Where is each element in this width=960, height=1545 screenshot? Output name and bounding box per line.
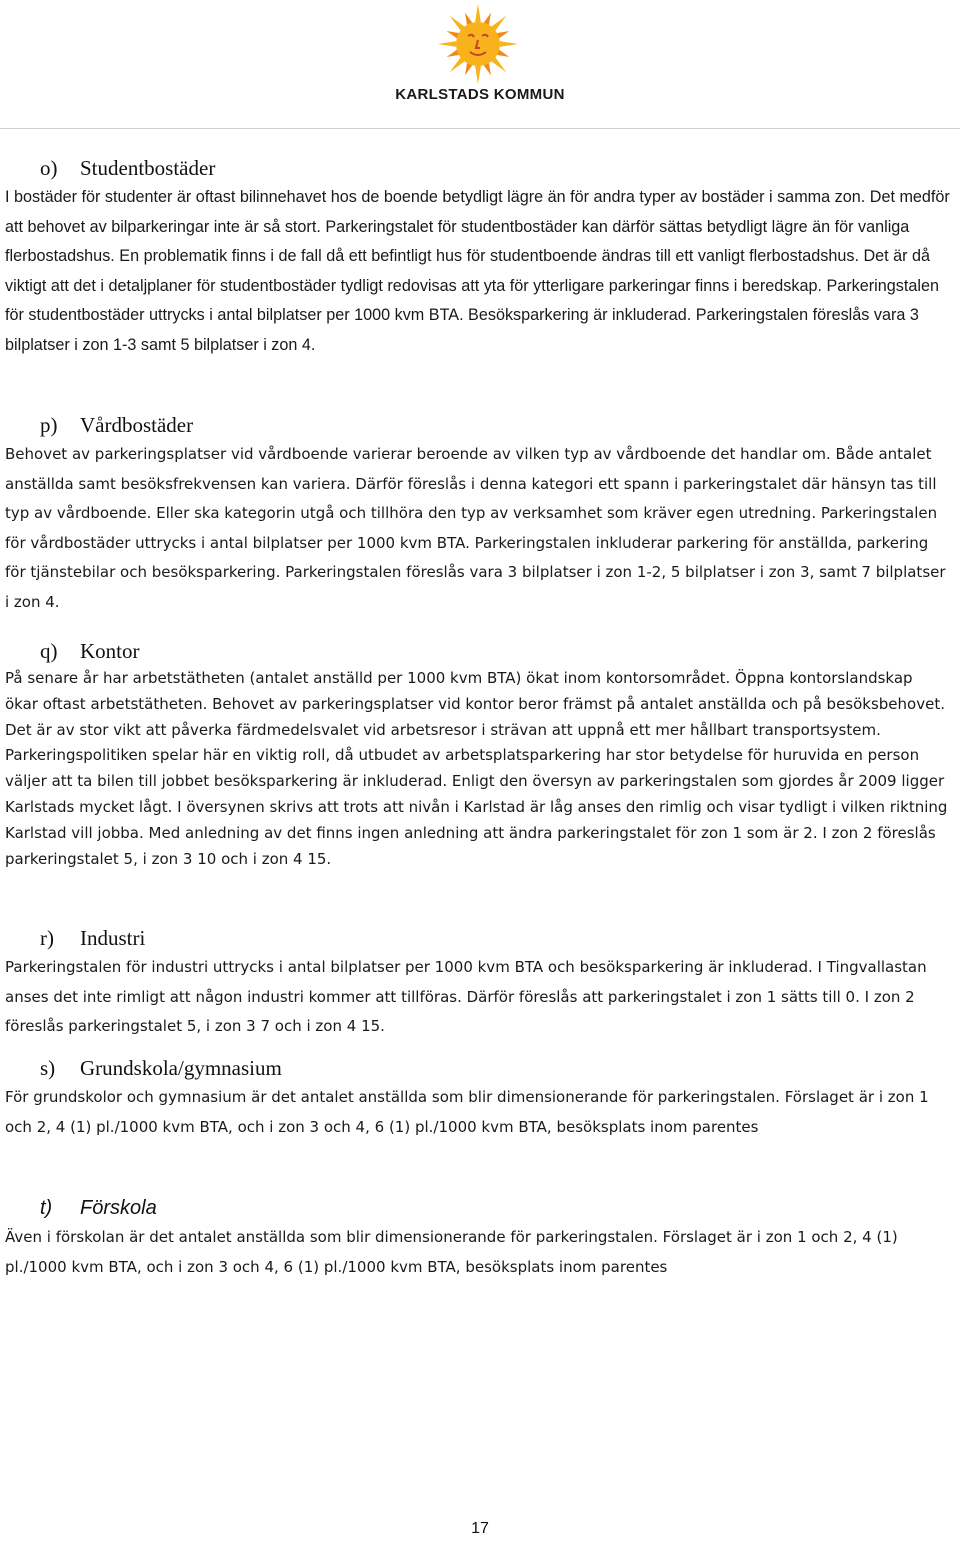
sun-ray (447, 50, 459, 57)
sun-ray (484, 13, 491, 25)
section-heading: r) Industri (40, 926, 146, 950)
sun-ray (450, 16, 465, 31)
section-grundskola (5, 1053, 950, 1142)
sun-ray (465, 63, 472, 75)
sun-ray (497, 50, 509, 57)
sun-ray (450, 57, 465, 72)
section-kontor (5, 636, 950, 872)
header-divider (0, 128, 960, 129)
section-paragraph: Även i förskolan är det antalet anställda som blir dimensionerande för parkeringstalen. Förslaget är i zon 1 och 2, 4 (1) pl./1000 kvm BTA, och i zon 3 och 4, 6 (1) pl./1000 kvm BTA, besöksplats inom parentes (5, 1228, 898, 1276)
section-heading: q) Kontor (40, 639, 140, 663)
sun-ray (491, 57, 506, 72)
sun-ray (475, 4, 481, 22)
section-heading: o) Studentbostäder (40, 156, 216, 180)
section-vardbostader (5, 410, 950, 617)
section-paragraph: I bostäder för studenter är oftast bilinnehavet hos de boende betydligt lägre än för andra typer av bostäder i samma zon. Det medför att behovet av bilparkeringar inte är så stort. Parkeringstalet för studentbostäder kan därför sättas betydligt lägre än för vanliga flerbostadshus. En problematik finns i de fall då ett befintligt hus för studentboende ändras till ett vanligt flerbostadshus. Det är då viktigt att det i detaljplaner för studentbostäder tydligt redovisas att yta för ytterligare parkeringar finns i beredskap. Parkeringstalen för studentbostäder uttrycks i antal bilplatser per 1000 kvm BTA. Besöksparkering är inkluderad. Parkeringstalen föreslås vara 3 bilplatser i zon 1-3 samt 5 bilplatser i zon 4. (5, 188, 950, 354)
page-header (0, 0, 960, 110)
sun-ray (491, 16, 506, 31)
section-forskola (5, 1193, 950, 1282)
section-heading: t) Förskola (40, 1197, 157, 1219)
sun-ray (484, 63, 491, 75)
sun-icon (428, 2, 528, 86)
section-paragraph: På senare år har arbetstätheten (antalet anställd per 1000 kvm BTA) ökat inom kontorsområdet. Öppna kontorslandskap ökar oftast arbetstätheten. Behovet av parkeringsplatser vid kontor beror främst på antalet anställda och på besöksbehovet. Det är av stor vikt att påverka färdmedelsvalet vid arbetsresor i strävan att uppnå ett mer hållbart transportsystem. Parkeringspolitiken spelar här en viktig roll, då utbudet av arbetsplatsparkering har stor betydelse för huruvida en person väljer att ta bilen till jobbet besöksparkering är inkluderad. Enligt den översyn av parkeringstalen som gjordes år 2009 ligger Karlstads mycket lågt. I översynen skrivs att trots att nivån i Karlstad är låg anses den rimlig och visar tydligt i vilken riktning Karlstad vill jobba. Med anledning av det finns ingen anledning att ändra parkeringstalet för zon 1 som är 2. I zon 2 föreslås parkeringstalet 5, i zon 3 10 och i zon 4 15. (5, 669, 948, 868)
sun-ray (465, 13, 472, 25)
section-paragraph: Behovet av parkeringsplatser vid vårdboende varierar beroende av vilken typ av vårdboende det handlar om. Både antalet anställda samt besöksfrekvensen kan variera. Därför föreslås i denna kategori ett spann i parkeringstalet där hänsyn tas till typ av vårdboende. Eller ska kategorin utgå och tillhöra den typ av verksamhet som kräver egen utredning. Parkeringstalen för vårdbostäder uttrycks i antal bilplatser per 1000 kvm BTA. Parkeringstalen inkluderar parkering för anställda, parkering för tjänstebilar och besöksparkering. Parkeringstalen föreslås vara 3 bilplatser i zon 1-2, 5 bilplatser i zon 3, samt 7 bilplatser i zon 4. (5, 445, 946, 611)
logo-text: KARLSTADS KOMMUN (395, 86, 565, 103)
sun-ray (475, 66, 481, 84)
section-paragraph: För grundskolor och gymnasium är det antalet anställda som blir dimensionerande för parkeringstalen. Förslaget är i zon 1 och 2, 4 (1) pl./1000 kvm BTA, och i zon 3 och 4, 6 (1) pl./1000 kvm BTA, besöksplats inom parentes (5, 1088, 929, 1136)
section-heading: p) Vårdbostäder (40, 413, 194, 437)
section-paragraph: Parkeringstalen för industri uttrycks i antal bilplatser per 1000 kvm BTA och besöksparkering är inkluderad. I Tingvallastan anses det inte rimligt att någon industri kommer att tillföras. Därför föreslås att parkeringstalet i zon 1 sätts till 0. I zon 2 föreslås parkeringstalet 5, i zon 3 7 och i zon 4 15. (5, 958, 927, 1035)
section-industri (5, 923, 950, 1042)
sun-ray (497, 31, 509, 38)
section-heading: s) Grundskola/gymnasium (40, 1056, 282, 1080)
sun-ray (438, 41, 456, 47)
page-number: 17 (471, 1520, 489, 1537)
sun-ray (447, 31, 459, 38)
section-studentbostader (5, 153, 950, 360)
sun-ray (500, 41, 518, 47)
